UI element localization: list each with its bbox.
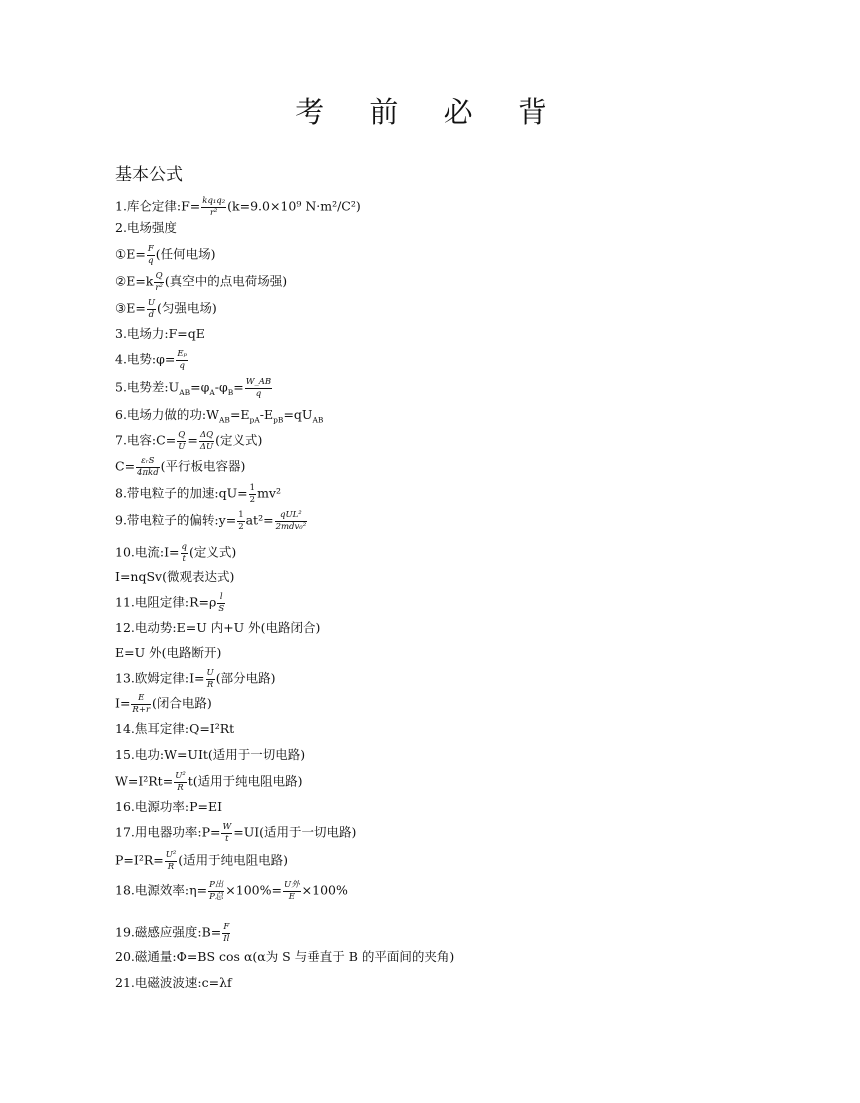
formula-potential: 4.电势:φ= $\frac{\text{Eₚ}}{q}$	[115, 349, 187, 371]
formula-field-point: ②E=k $\frac{Q}{\text{r²}}$ (真空中的点电荷场强)	[115, 271, 288, 293]
formula-plate-capacitor: C= $\frac{\text{εᵣS}}{\text{4πkd}}$ (平行板电容器)	[115, 456, 246, 478]
formula-appliance-power-resistive: P=I²R= $\frac{\text{U²}}{R}$ (适用于纯电阻电路)	[115, 850, 289, 872]
formula-coulomb: 1.库仑定律:F= $\frac{\text{kq₁q₂}}{\text{r²}}$ (k=9.0×10⁹ N·m²/C²)	[115, 196, 361, 218]
page-title: 考 前 必 背	[295, 95, 565, 129]
formula-electric-work: 15.电功:W=UIt(适用于一切电路)	[115, 747, 306, 762]
formula-resistance: 11.电阻定律:R=ρ $\frac{l}{S}$	[115, 592, 225, 614]
formula-emf-open: E=U 外(电路断开)	[115, 645, 222, 660]
formula-wave-speed: 21.电磁波波速:c=λf	[115, 975, 232, 990]
formula-current: 10.电流:I= $\frac{q}{t}$ (定义式)	[115, 542, 237, 564]
formula-field-strength: 2.电场强度	[115, 220, 177, 235]
fraction: $\frac{\text{kq₁q₂}}{\text{r²}}$	[202, 196, 226, 218]
formula-potential-difference: 5.电势差$:U_{AB}=\varphi_A-\varphi_B=$ $\frac{W\_AB}{q}$	[115, 377, 272, 399]
formula-magnetic-induction: 19.磁感应强度:B= $\frac{F}{Il}$	[115, 922, 230, 944]
formula-ohm-closed: I= $\frac{E}{R+r}$ (闭合电路)	[115, 693, 212, 715]
formula-emf-closed: 12.电动势:E=U 内+U 外(电路闭合)	[115, 620, 321, 635]
formula-capacitance: 7.电容:C= $\frac{Q}{U}$ = $\frac{\Delta Q}{\Delta U}$ (定义式)	[115, 430, 263, 452]
formula-electric-work-resistive: W=I²Rt= $\frac{\text{U²}}{R}$ t(适用于纯电阻电路)	[115, 771, 303, 793]
formula-work: 6.电场力做的功$:W_{AB}=E_{pA}-E_{pB}=qU_{AB}$	[115, 407, 324, 425]
formula-efficiency: 18.电源效率:η= $\frac{\text{P出}}{\text{P总}}$ ×100%= $\frac{\text{U外}}{E}$ ×100%	[115, 880, 348, 902]
formula-magnetic-flux: 20.磁通量:Φ=BS cos α(α为 S 与垂直于 B 的平面间的夹角)	[115, 949, 455, 964]
formula-source-power: 16.电源功率:P=EI	[115, 799, 223, 814]
formula-current-micro: I=nqSv(微观表达式)	[115, 569, 235, 584]
section-heading: 基本公式	[115, 165, 183, 185]
formula-acceleration: 8.带电粒子的加速:qU= $\frac{1}{2}$ mv²	[115, 483, 282, 505]
formula-field-uniform: ③E= $\frac{U}{d}$ (匀强电场)	[115, 298, 217, 320]
formula-appliance-power: 17.用电器功率:P= $\frac{W}{t}$ =UI(适用于一切电路)	[115, 822, 357, 844]
formula-electric-force: 3.电场力:F=qE	[115, 326, 205, 341]
formula-joule: 14.焦耳定律:Q=I²Rt	[115, 721, 235, 736]
formula-field-any: ①E= $\frac{F}{q}$ (任何电场)	[115, 244, 216, 266]
formula-ohm-partial: 13.欧姆定律:I= $\frac{U}{R}$ (部分电路)	[115, 668, 276, 690]
formula-deflection: 9.带电粒子的偏转:y= $\frac{1}{2}$ at²= $\frac{\text{qUL²}}{\text{2mdv₀²}}$	[115, 510, 307, 532]
